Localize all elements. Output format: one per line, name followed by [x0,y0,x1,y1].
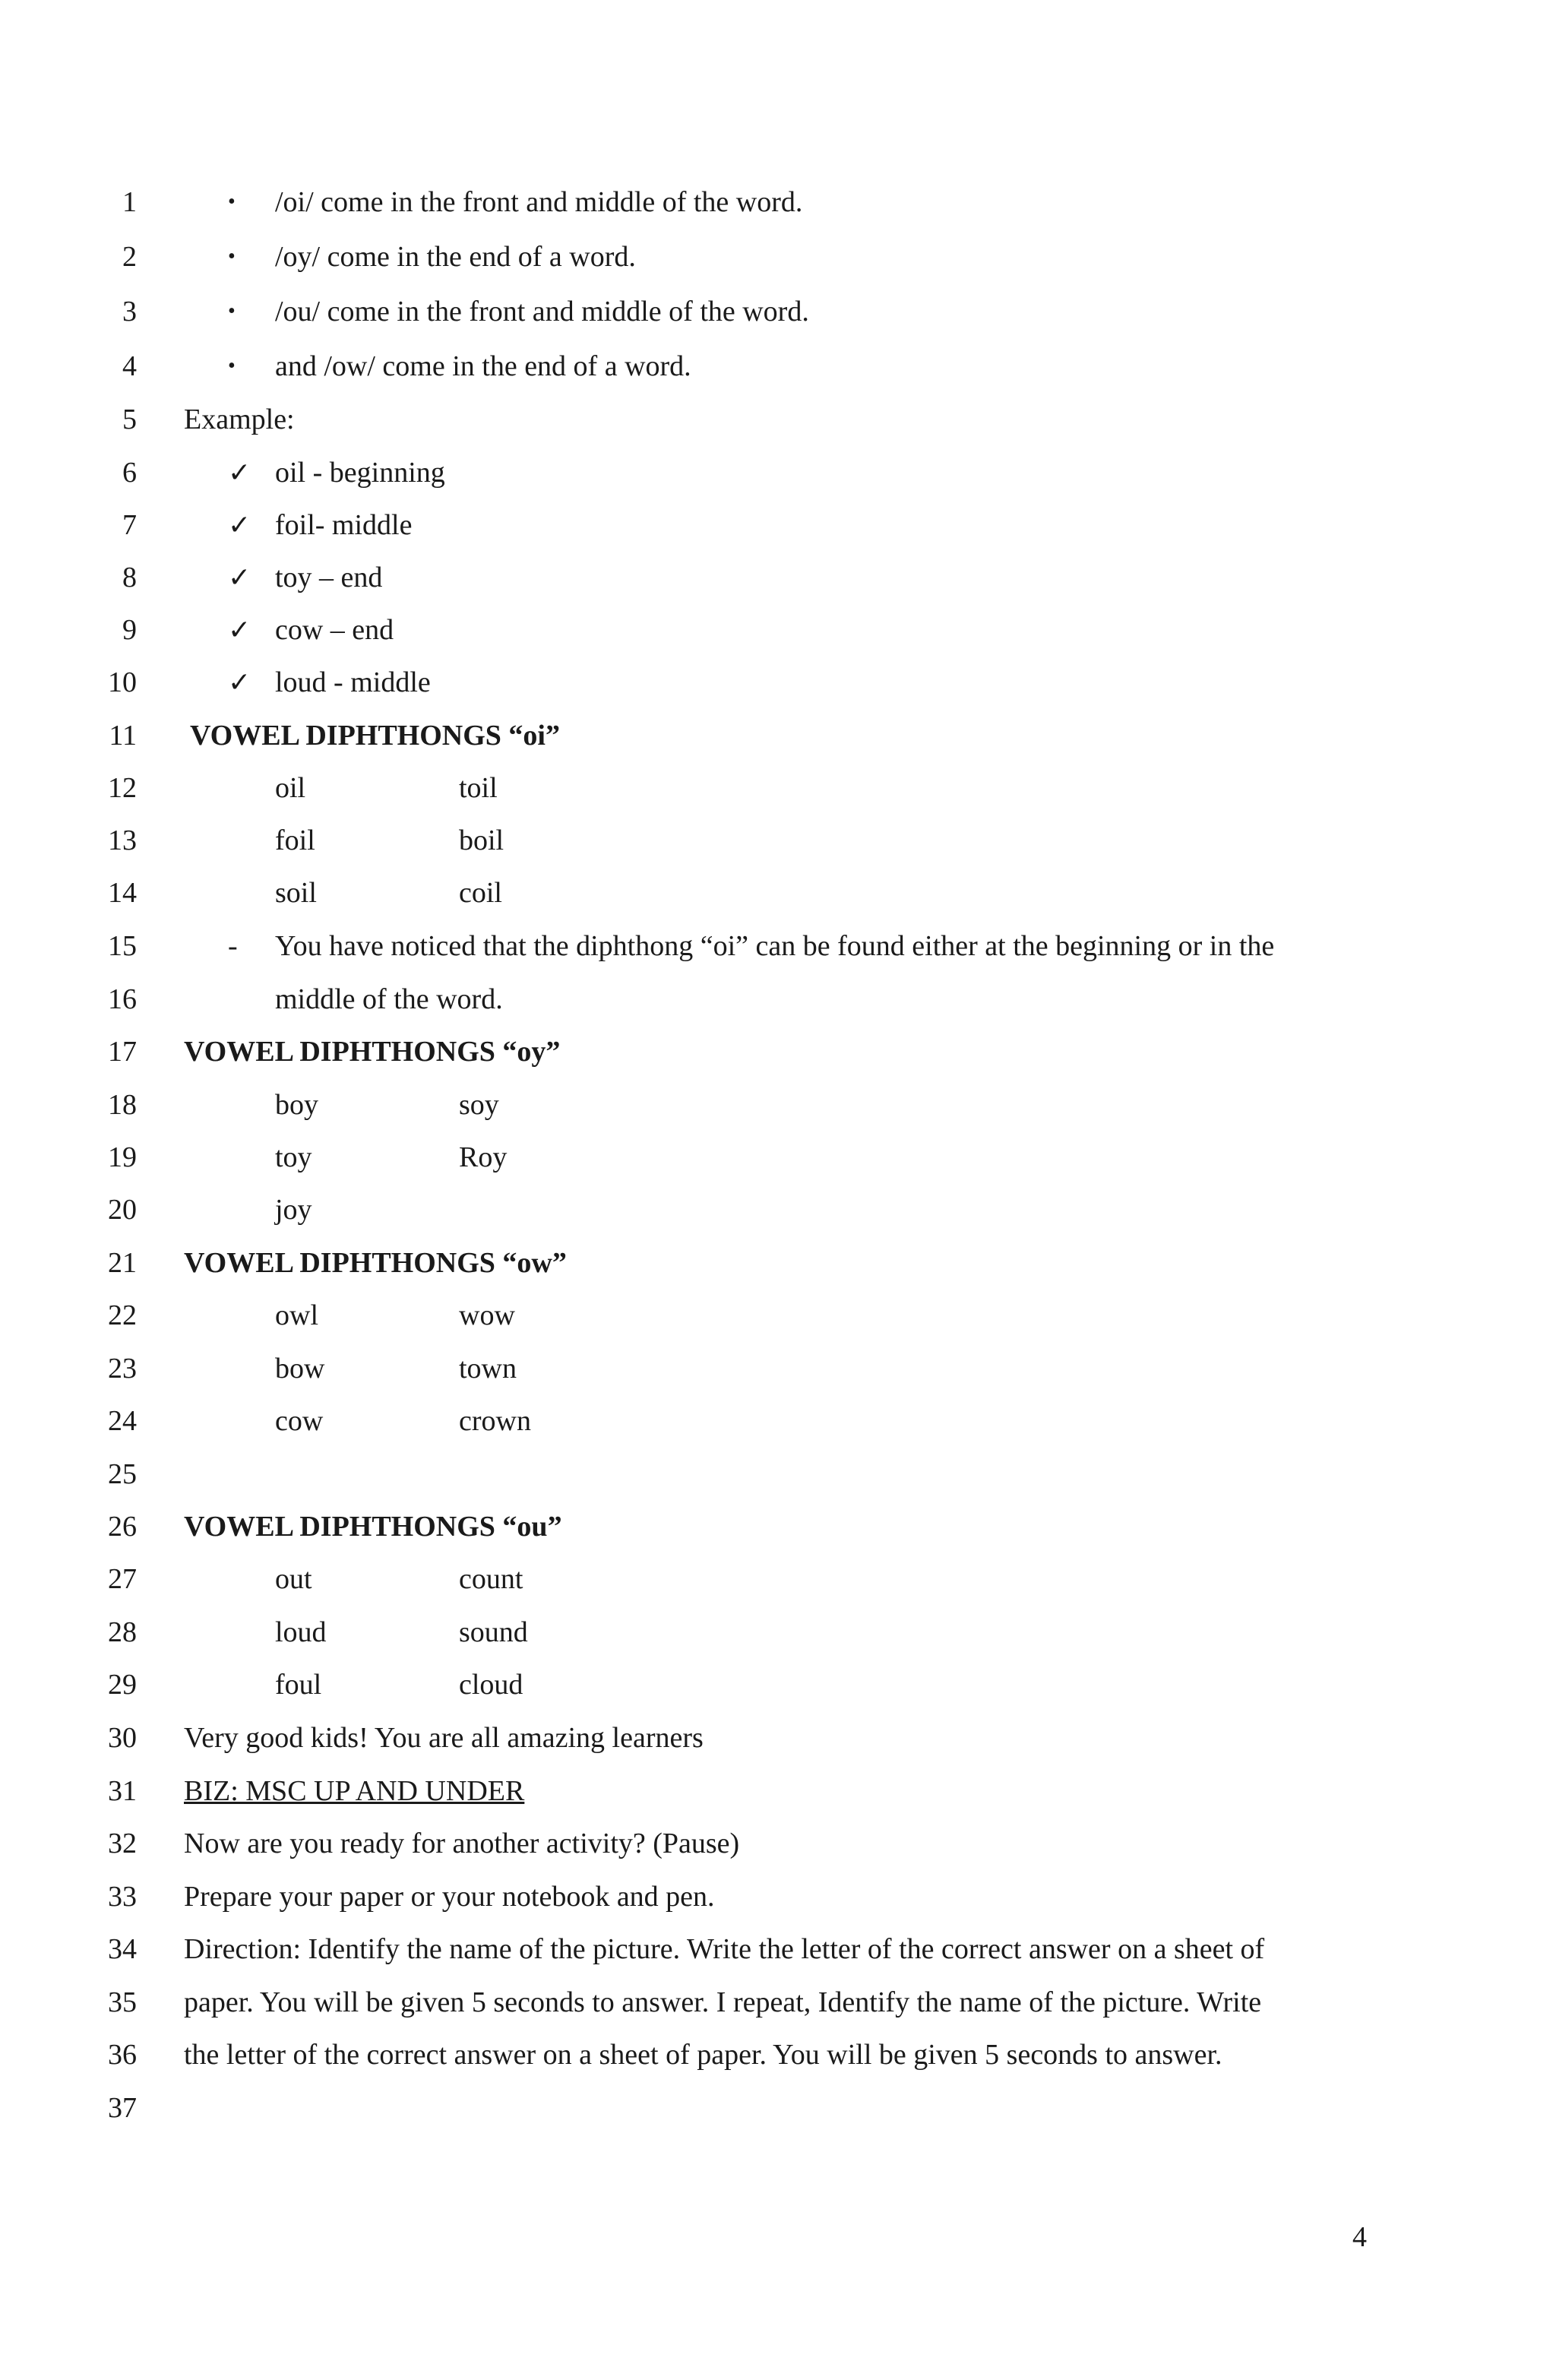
line-number: 30 [108,1722,137,1754]
doc-line [0,1451,1556,1497]
example-item: cow – end [275,614,394,646]
doc-line [0,343,1556,389]
line-number: 9 [122,614,137,646]
line-number: 11 [109,720,137,752]
doc-line [0,234,1556,280]
word-left: soil [275,877,317,909]
line-number: 3 [122,296,137,328]
line-number: 33 [108,1881,137,1913]
doc-line [0,1187,1556,1233]
section-heading: VOWEL DIPHTHONGS “oi” [190,720,560,752]
doc-line [0,870,1556,916]
doc-line [0,1135,1556,1180]
body-text: Direction: Identify the name of the picture. Write the letter of the correct answer on a sheet of [184,1933,1265,1965]
line-number: 36 [108,2039,137,2071]
doc-line [0,607,1556,653]
word-right: soy [459,1089,499,1121]
doc-line [0,179,1556,225]
doc-line [0,2032,1556,2078]
bullet-icon: • [228,190,236,214]
line-number: 1 [122,186,137,218]
bullet-text: /oy/ come in the end of a word. [275,241,636,273]
word-right: sound [459,1616,528,1648]
word-left: toy [275,1141,312,1173]
line-number: 19 [108,1141,137,1173]
biz-cue: BIZ: MSC UP AND UNDER [184,1775,525,1807]
doc-line [0,1980,1556,2025]
example-label: Example: [184,404,295,435]
doc-line [0,397,1556,442]
doc-line [0,1768,1556,1814]
line-number: 28 [108,1616,137,1648]
doc-line [0,660,1556,705]
line-number: 4 [122,350,137,382]
doc-line [0,1556,1556,1602]
example-item: oil - beginning [275,457,445,489]
example-item: foil- middle [275,509,413,541]
word-left: oil [275,772,306,804]
line-number: 8 [122,562,137,593]
doc-line [0,1240,1556,1286]
section-heading: VOWEL DIPHTHONGS “ou” [184,1511,562,1543]
body-text: the letter of the correct answer on a sheet of paper. You will be given 5 seconds to answer. [184,2039,1222,2071]
doc-line [0,555,1556,600]
line-number: 12 [108,772,137,804]
example-item: loud - middle [275,666,431,698]
checkmark-icon: ✓ [228,562,251,593]
word-right: cloud [459,1669,523,1701]
line-number: 7 [122,509,137,541]
word-left: boy [275,1089,318,1121]
line-number: 15 [108,930,137,962]
doc-line [0,818,1556,863]
line-number: 24 [108,1405,137,1437]
line-number: 26 [108,1511,137,1543]
word-right: toil [459,772,498,804]
line-number: 34 [108,1933,137,1965]
note-text: You have noticed that the diphthong “oi” can be found either at the beginning or in the [275,930,1275,962]
word-right: boil [459,824,504,856]
doc-line [0,1029,1556,1074]
line-number: 25 [108,1458,137,1490]
line-number: 2 [122,241,137,273]
doc-line [0,289,1556,334]
line-number: 35 [108,1986,137,2018]
doc-line [0,1346,1556,1391]
word-left: out [275,1563,312,1595]
word-right: town [459,1353,517,1385]
doc-line [0,1926,1556,1972]
line-number: 32 [108,1828,137,1859]
doc-line [0,450,1556,495]
word-right: Roy [459,1141,508,1173]
doc-line [0,1609,1556,1655]
note-text-continued: middle of the word. [275,983,503,1015]
bullet-icon: • [228,354,236,378]
doc-line [0,1293,1556,1338]
word-left: foil [275,824,315,856]
bullet-text: and /ow/ come in the end of a word. [275,350,691,382]
doc-line [0,976,1556,1022]
doc-line [0,1715,1556,1761]
line-number: 17 [108,1036,137,1068]
line-number: 14 [108,877,137,909]
word-left: foul [275,1669,322,1701]
word-left: joy [275,1194,312,1226]
checkmark-icon: ✓ [228,615,251,645]
doc-line [0,1874,1556,1920]
section-heading: VOWEL DIPHTHONGS “ow” [184,1247,567,1279]
word-right: wow [459,1299,515,1331]
line-number: 21 [108,1247,137,1279]
line-number: 6 [122,457,137,489]
checkmark-icon: ✓ [228,667,251,698]
bullet-icon: • [228,299,236,323]
line-number: 20 [108,1194,137,1226]
doc-line [0,923,1556,969]
line-number: 13 [108,824,137,856]
line-number: 23 [108,1353,137,1385]
bullet-text: /oi/ come in the front and middle of the word. [275,186,803,218]
doc-line [0,1662,1556,1707]
line-number: 5 [122,404,137,435]
line-number: 22 [108,1299,137,1331]
word-right: count [459,1563,523,1595]
doc-line [0,1398,1556,1444]
word-left: owl [275,1299,318,1331]
word-right: crown [459,1405,531,1437]
checkmark-icon: ✓ [228,510,251,540]
line-number: 16 [108,983,137,1015]
line-number: 37 [108,2092,137,2124]
doc-line [0,1821,1556,1866]
body-text: Prepare your paper or your notebook and pen. [184,1881,715,1913]
line-number: 18 [108,1089,137,1121]
word-left: cow [275,1405,324,1437]
page-number: 4 [1352,2221,1367,2253]
dash-marker: - [228,930,238,962]
doc-line [0,1504,1556,1549]
word-right: coil [459,877,502,909]
line-number: 27 [108,1563,137,1595]
body-text: Very good kids! You are all amazing learners [184,1722,704,1754]
section-heading: VOWEL DIPHTHONGS “oy” [184,1036,561,1068]
line-number: 31 [108,1775,137,1807]
line-number: 10 [108,666,137,698]
checkmark-icon: ✓ [228,457,251,488]
doc-line [0,713,1556,758]
example-item: toy – end [275,562,383,593]
bullet-icon: • [228,245,236,268]
doc-line [0,502,1556,548]
body-text: paper. You will be given 5 seconds to answer. I repeat, Identify the name of the picture. Write [184,1986,1262,2018]
doc-line [0,765,1556,811]
line-number: 29 [108,1669,137,1701]
doc-line [0,1082,1556,1128]
doc-line [0,2085,1556,2131]
bullet-text: /ou/ come in the front and middle of the word. [275,296,809,328]
word-left: bow [275,1353,325,1385]
word-left: loud [275,1616,327,1648]
body-text: Now are you ready for another activity? (Pause) [184,1828,740,1859]
